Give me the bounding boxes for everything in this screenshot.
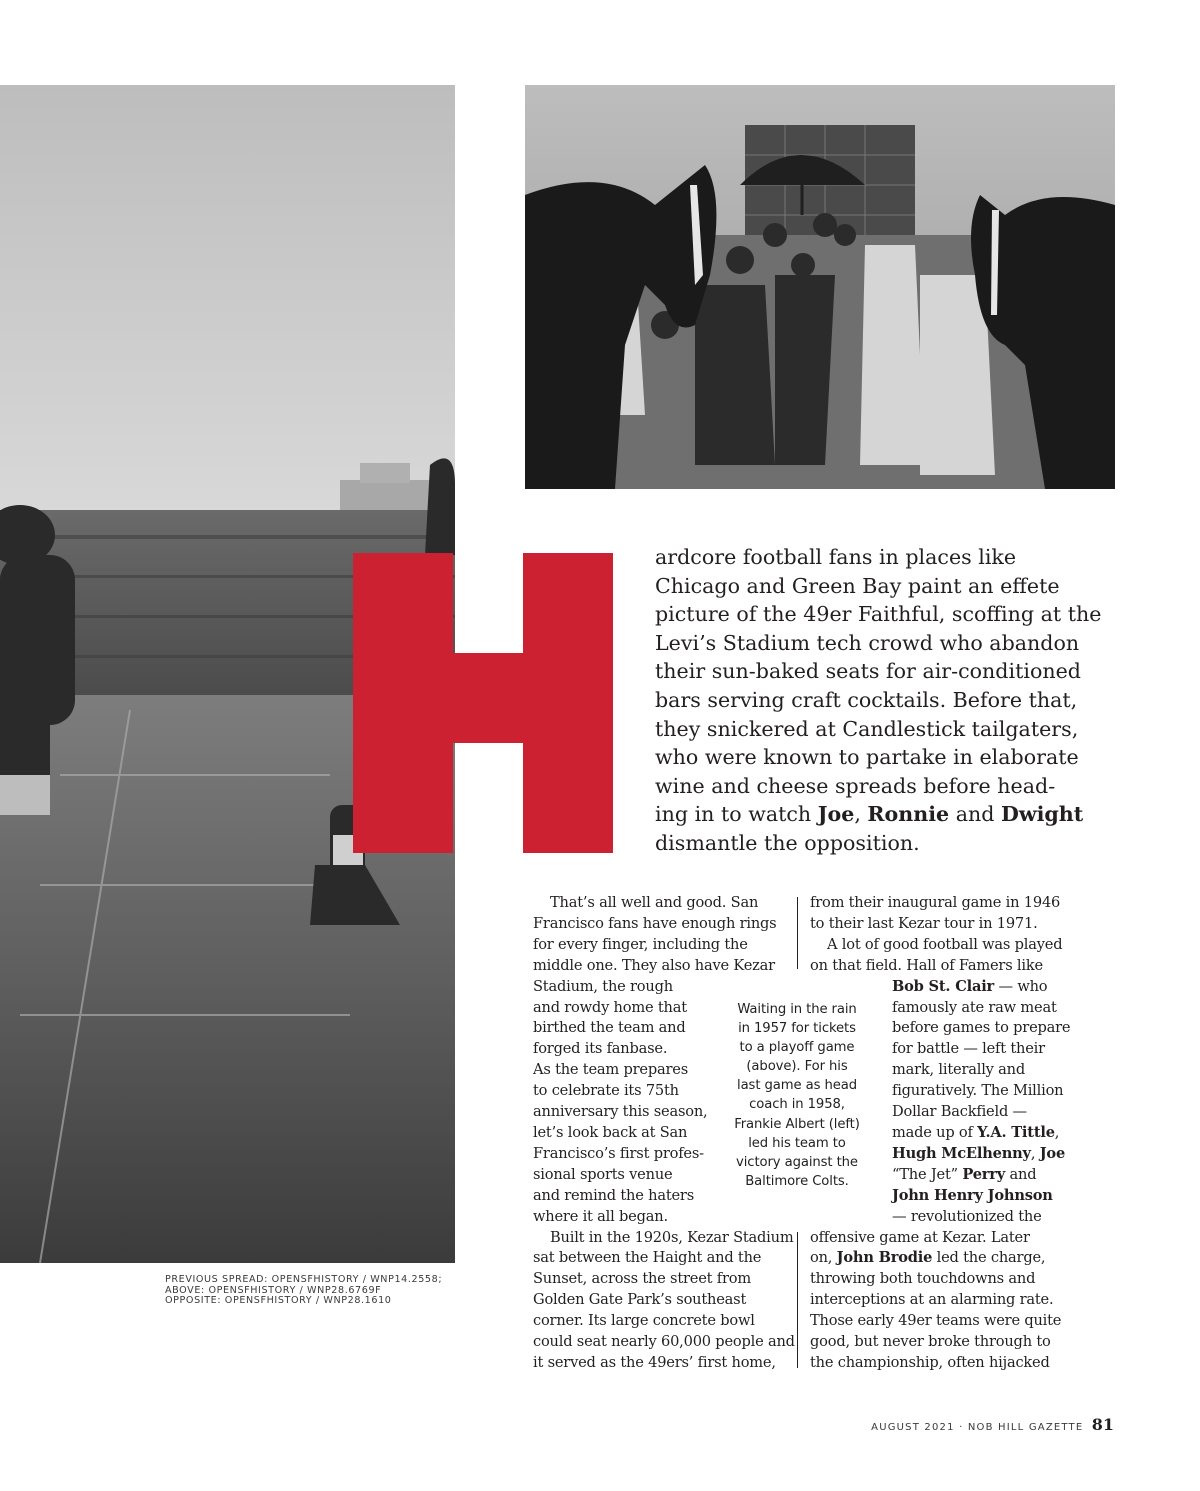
- intro-line: picture of the 49er Faithful, scoffing at the: [655, 602, 1102, 627]
- caption-line: to a playoff game: [739, 1040, 855, 1056]
- body-line: to their last Kezar tour in 1971.: [810, 914, 1038, 932]
- caption-line: led his team to: [748, 1135, 846, 1151]
- player-name: Bob St. Clair: [892, 977, 995, 995]
- player-name-joe: Joe: [817, 802, 855, 827]
- body-line: mark, literally and: [892, 1061, 1026, 1079]
- body-line: A lot of good football was played: [827, 935, 1063, 953]
- caption-line: (above). For his: [746, 1059, 848, 1075]
- issue-date: AUGUST 2021: [871, 1422, 955, 1433]
- body-line: on that field. Hall of Famers like: [810, 956, 1043, 974]
- intro-line: wine and cheese spreads before head-: [655, 773, 1056, 798]
- body-line: for every finger, including the: [533, 935, 748, 953]
- player-name: John Brodie: [836, 1249, 933, 1267]
- body-line: Stadium, the rough: [533, 977, 673, 995]
- body-column-right: [810, 893, 1070, 1374]
- player-name-ronnie: Ronnie: [867, 802, 950, 827]
- caption-line: in 1957 for tickets: [738, 1021, 856, 1037]
- intro-line: Chicago and Green Bay paint an effete: [655, 573, 1060, 598]
- intro-line: their sun-baked seats for air-conditioned: [655, 659, 1081, 684]
- body-line: for battle — left their: [892, 1040, 1045, 1058]
- intro-line: dismantle the opposition.: [655, 830, 920, 855]
- caption-line: last game as head: [737, 1078, 857, 1094]
- body-line: sional sports venue: [533, 1165, 673, 1183]
- player-name-dwight: Dwight: [1000, 802, 1084, 827]
- page-folio: [871, 1415, 1114, 1434]
- body-line: Golden Gate Park’s southeast: [533, 1291, 747, 1309]
- photo-credits: [165, 1275, 442, 1307]
- body-text: made up of: [892, 1123, 978, 1141]
- drop-cap: [353, 553, 613, 853]
- body-line: it served as the 49ers’ first home,: [533, 1353, 776, 1371]
- body-line: Sunset, across the street from: [533, 1270, 751, 1288]
- body-line: birthed the team and: [533, 1019, 686, 1037]
- body-line: offensive game at Kezar. Later: [810, 1228, 1030, 1246]
- caption-line: victory against the: [736, 1154, 858, 1170]
- body-text: ,: [1054, 1123, 1060, 1141]
- player-name: John Henry Johnson: [892, 1186, 1053, 1204]
- body-line: forged its fanbase.: [533, 1040, 668, 1058]
- body-text: on,: [810, 1249, 837, 1267]
- body-line: Francisco’s first profes-: [533, 1144, 704, 1162]
- body-line: — revolutionized the: [892, 1207, 1042, 1225]
- body-line: before games to prepare: [892, 1019, 1071, 1037]
- body-line: where it all began.: [533, 1207, 668, 1225]
- body-line: from their inaugural game in 1946: [810, 894, 1061, 911]
- intro-text: ing in to watch: [655, 802, 818, 827]
- publication-name: NOB HILL GAZETTE: [967, 1422, 1084, 1433]
- body-line: [810, 1186, 1070, 1207]
- body-text: — who: [994, 977, 1048, 995]
- body-line: could seat nearly 60,000 people and: [533, 1333, 795, 1351]
- player-name: Hugh McElhenny: [892, 1144, 1031, 1162]
- player-name: Perry: [962, 1165, 1006, 1183]
- body-text: and: [1005, 1165, 1037, 1183]
- body-line: figuratively. The Million: [892, 1082, 1064, 1100]
- body-line: corner. Its large concrete bowl: [533, 1312, 755, 1330]
- intro-line: Levi’s Stadium tech crowd who abandon: [655, 630, 1080, 655]
- body-line: the championship, often hijacked: [810, 1353, 1050, 1371]
- intro-line: who were known to partake in elaborate: [655, 745, 1079, 770]
- credit-line: PREVIOUS SPREAD: OPENSFHISTORY / WNP14.2558;: [165, 1274, 443, 1285]
- body-line: famously ate raw meat: [892, 998, 1057, 1016]
- intro-line: bars serving craft cocktails. Before that,: [655, 687, 1078, 712]
- body-line: Francisco fans have enough rings: [533, 914, 777, 932]
- body-line: and rowdy home that: [533, 998, 687, 1016]
- credit-line: OPPOSITE: OPENSFHISTORY / WNP28.1610: [165, 1295, 392, 1306]
- intro-line: they snickered at Candlestick tailgaters,: [655, 716, 1079, 741]
- caption-line: Baltimore Colts.: [745, 1173, 849, 1189]
- body-line: sat between the Haight and the: [533, 1249, 762, 1267]
- body-line: good, but never broke through to: [810, 1333, 1051, 1351]
- column-divider: [797, 897, 798, 969]
- body-line: Built in the 1920s, Kezar Stadium: [550, 1228, 794, 1246]
- body-line: and remind the haters: [533, 1186, 694, 1204]
- body-line: [810, 1248, 1070, 1269]
- folio-separator: ·: [959, 1422, 964, 1433]
- body-line: to celebrate its 75th: [533, 1082, 679, 1100]
- column-divider: [797, 1232, 798, 1368]
- page-number: 81: [1091, 1415, 1114, 1434]
- body-line: Those early 49er teams were quite: [810, 1312, 1062, 1330]
- body-line: Dollar Backfield —: [892, 1103, 1027, 1121]
- body-line: interceptions at an alarming rate.: [810, 1291, 1054, 1309]
- body-line: [810, 1123, 1070, 1144]
- caption-line: coach in 1958,: [749, 1097, 845, 1113]
- body-text: “The Jet”: [892, 1165, 963, 1183]
- body-line: [810, 977, 1070, 998]
- drop-cap-letter-h-icon: [353, 553, 613, 853]
- fans-and-horses-photo: [525, 85, 1115, 489]
- body-line: throwing both touchdowns and: [810, 1270, 1036, 1288]
- intro-text: ,: [854, 802, 868, 827]
- body-line: [810, 1165, 1070, 1186]
- body-line: That’s all well and good. San: [550, 894, 759, 911]
- body-line: As the team prepares: [533, 1061, 688, 1079]
- credit-line: ABOVE: OPENSFHISTORY / WNP28.6769F: [165, 1284, 382, 1296]
- body-text: led the charge,: [932, 1249, 1046, 1267]
- caption-line: Frankie Albert (left): [734, 1116, 860, 1132]
- body-line: let’s look back at San: [533, 1123, 688, 1141]
- body-line: [810, 1144, 1070, 1165]
- player-name: Y.A. Tittle: [977, 1123, 1055, 1141]
- intro-paragraph: [655, 543, 1102, 858]
- intro-line: ardcore football fans in places like: [655, 545, 1017, 569]
- intro-line: [655, 800, 1085, 829]
- player-name: Joe: [1039, 1144, 1066, 1162]
- body-line: middle one. They also have Kezar: [533, 956, 775, 974]
- caption-line: Waiting in the rain: [737, 1002, 857, 1017]
- intro-text: and: [949, 802, 1001, 827]
- body-text: ,: [1030, 1144, 1040, 1162]
- body-line: anniversary this season,: [533, 1103, 708, 1121]
